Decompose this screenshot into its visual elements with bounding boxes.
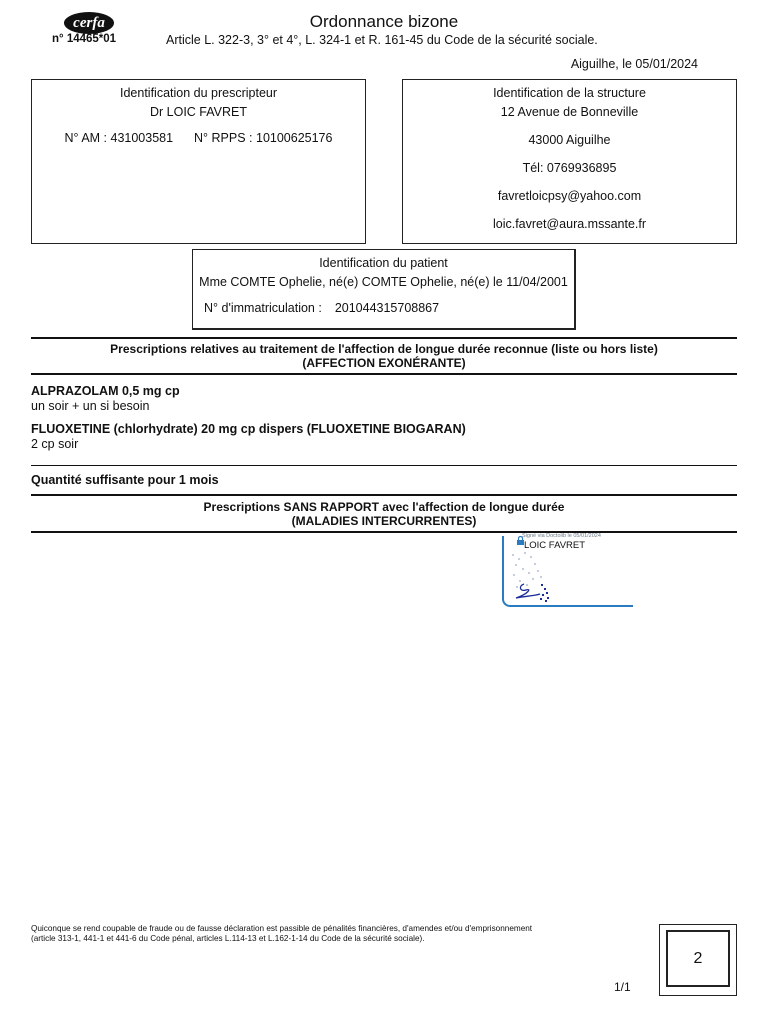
divider: [31, 494, 737, 496]
prescriber-am: N° AM : 431003581: [64, 131, 174, 145]
patient-immatriculation: [193, 301, 574, 315]
prescriber-heading: Identification du prescripteur: [119, 86, 278, 100]
signature-name: LOIC FAVRET: [524, 540, 586, 551]
patient-heading: Identification du patient: [319, 256, 448, 270]
section-other-heading: [31, 500, 737, 528]
signature-caption: Signé via Doctolib le 05/01/2024: [522, 533, 601, 539]
section-ald-line2: (AFFECTION EXONÉRANTE): [302, 356, 466, 370]
patient-box: [192, 249, 576, 330]
page-number: 1/1: [614, 980, 631, 994]
disclaimer-line1: Quiconque se rend coupable de fraude ou de fausse déclaration est passible de pénalités financières, d'amendes et/ou d'emprisonnement: [31, 924, 533, 933]
document-title: Ordonnance bizone: [309, 12, 459, 31]
divider: [31, 531, 737, 533]
divider: [31, 373, 737, 375]
cerfa-number: n° 14465*01: [52, 33, 117, 45]
patient-identity: Mme COMTE Ophelie, né(e) COMTE Ophelie, né(e) le 11/04/2001: [199, 275, 568, 289]
fraud-disclaimer: [31, 924, 601, 944]
structure-mssante-email: loic.favret@aura.mssante.fr: [492, 217, 647, 231]
count-box: 2: [666, 930, 730, 987]
medication-dosage: un soir + un si besoin: [31, 399, 150, 413]
medication-name: FLUOXETINE (chlorhydrate) 20 mg cp dispers (FLUOXETINE BIOGARAN): [31, 422, 466, 436]
section-other-line1: Prescriptions SANS RAPPORT avec l'affection de longue durée: [203, 500, 565, 514]
structure-city: 43000 Aiguilhe: [528, 133, 611, 147]
divider: [31, 465, 737, 466]
disclaimer-line2: (article 313-1, 441-1 et 441-6 du Code pénal, articles L.114-13 et L.162-1-14 du Code de la sécurité sociale).: [31, 934, 425, 943]
prescriber-name: Dr LOIC FAVRET: [149, 105, 247, 119]
prescriber-rpps: N° RPPS : 10100625176: [194, 131, 333, 145]
legal-reference: Article L. 322-3, 3° et 4°, L. 324-1 et R. 161-45 du Code de la sécurité sociale.: [166, 33, 598, 47]
medication-name: ALPRAZOLAM 0,5 mg cp: [31, 384, 180, 398]
cerfa-logo: cerfa: [64, 12, 114, 34]
immatriculation-value: 201044315708867: [334, 301, 440, 315]
structure-address: 12 Avenue de Bonneville: [500, 105, 639, 119]
quantity-note: Quantité suffisante pour 1 mois: [31, 473, 219, 487]
structure-box: [402, 79, 737, 244]
structure-email: favretloicpsy@yahoo.com: [497, 189, 642, 203]
structure-heading: Identification de la structure: [493, 86, 646, 100]
section-ald-line1: Prescriptions relatives au traitement de l'affection de longue durée reconnue (liste ou hors liste): [110, 342, 658, 356]
medication-dosage: 2 cp soir: [31, 437, 79, 451]
prescriber-box: [31, 79, 366, 244]
structure-phone: Tél: 0769936895: [522, 161, 617, 175]
prescriber-ids: [32, 131, 365, 145]
immatriculation-label: N° d'immatriculation :: [204, 301, 322, 315]
section-ald-heading: [31, 342, 737, 370]
place-date: Aiguilhe, le 05/01/2024: [570, 57, 698, 71]
section-other-line2: (MALADIES INTERCURRENTES): [291, 514, 477, 528]
divider: [31, 337, 737, 339]
